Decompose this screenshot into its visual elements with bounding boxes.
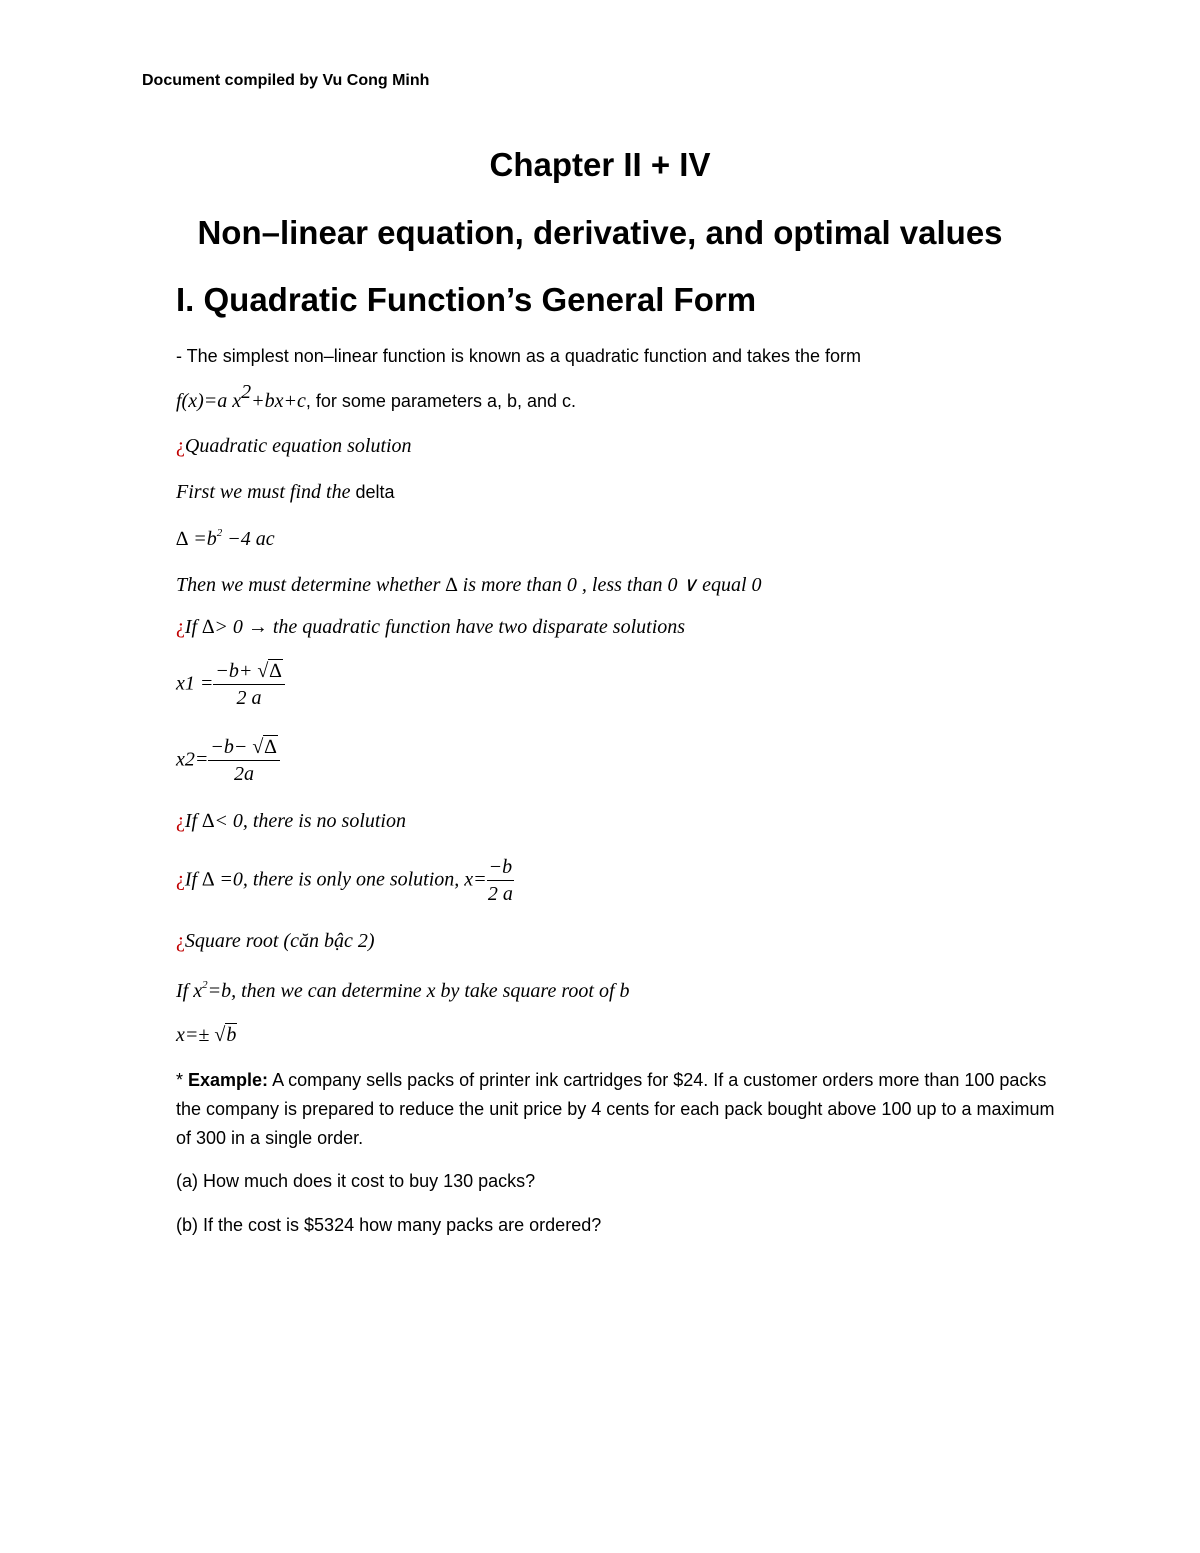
square-root-heading <box>176 930 374 953</box>
square-root-formula-lhs: x=± √ <box>176 1024 226 1046</box>
intro-text: - The simplest non–linear function is known as a quadratic function and takes the form <box>176 346 862 366</box>
general-form-tail: , for some parameters a, b, and c. <box>305 391 577 411</box>
general-form-line <box>176 381 577 413</box>
general-form-exponent: 2 <box>241 381 252 403</box>
single-solution-fraction <box>487 856 515 906</box>
x2-numerator-prefix: −b− √ <box>210 736 264 758</box>
square-root-rule-exponent: 2 <box>202 979 208 991</box>
bullet-glyph: ¿ <box>176 868 185 891</box>
x1-radicand: ∆ <box>269 660 282 682</box>
x1-denominator: 2 a <box>236 687 262 709</box>
x2-fraction <box>208 736 279 786</box>
x1-numerator-prefix: −b+ √ <box>215 660 269 682</box>
section-heading: I. Quadratic Function’s General Form <box>176 281 757 318</box>
single-solution-numerator: −b <box>487 856 515 881</box>
square-root-radicand: b <box>226 1024 237 1046</box>
find-delta-line <box>176 481 395 504</box>
case-delta-zero-text: If ∆ =0, there is only one solution, x= <box>184 868 487 891</box>
x2-numerator <box>208 736 279 761</box>
general-form-rhs: +bx+c <box>251 390 306 412</box>
example-label: Example: <box>188 1070 269 1090</box>
x1-numerator <box>213 660 284 685</box>
case-delta-positive <box>176 616 685 639</box>
case-delta-zero <box>176 856 514 906</box>
determine-text: Then we must determine whether ∆ is more than 0 , less than 0 ∨ equal 0 <box>176 574 762 596</box>
find-delta-italic: First we must find the <box>176 481 351 503</box>
x2-denominator: 2a <box>233 763 254 785</box>
general-form-lhs: f(x)=a x <box>176 390 242 412</box>
bullet-glyph: ¿ <box>176 810 185 832</box>
question-b: (b) If the cost is $5324 how many packs are ordered? <box>176 1215 602 1235</box>
document-header: Document compiled by Vu Cong Minh <box>142 72 430 89</box>
case-delta-negative-text: If ∆< 0, there is no solution <box>184 810 406 832</box>
example-text: A company sells packs of printer ink cartridges for $24. If a customer orders more than 100 packs the company is prepared to reduce the unit price by 4 cents for each pack bought above 100 up to a maximum of 300 in a single order. <box>176 1070 1055 1148</box>
square-root-rule-post: =b, then we can determine x by take square root of b <box>207 980 630 1002</box>
square-root-rule-pre: If x <box>176 980 203 1002</box>
delta-formula-lhs: ∆ =b <box>176 528 217 550</box>
x1-formula <box>176 660 285 710</box>
quadratic-solution-heading <box>176 435 412 458</box>
question-a: (a) How much does it cost to buy 130 packs? <box>176 1171 536 1191</box>
delta-formula <box>176 528 275 551</box>
quadratic-solution-label: Quadratic equation solution <box>184 435 412 457</box>
case-delta-positive-text: If ∆> 0 → the quadratic function have two disparate solutions <box>184 616 686 638</box>
bullet-glyph: ¿ <box>176 435 185 457</box>
square-root-formula <box>176 1024 237 1047</box>
example-marker: * <box>176 1070 189 1090</box>
x1-lhs: x1 = <box>176 672 214 695</box>
bullet-glyph: ¿ <box>176 930 185 952</box>
x2-radicand: ∆ <box>264 736 277 758</box>
case-delta-negative <box>176 810 406 833</box>
chapter-title: Chapter II + IV <box>489 146 711 183</box>
x2-lhs: x2= <box>176 748 209 771</box>
bullet-glyph: ¿ <box>176 616 185 638</box>
chapter-subtitle: Non–linear equation, derivative, and optimal values <box>197 214 1003 251</box>
find-delta-plain: delta <box>350 482 395 502</box>
square-root-rule <box>176 980 630 1003</box>
x2-formula <box>176 736 280 786</box>
delta-formula-rhs: −4 ac <box>222 528 275 550</box>
single-solution-denominator: 2 a <box>487 883 513 905</box>
square-root-heading-text: Square root (căn bậc 2) <box>184 930 375 952</box>
x1-fraction <box>213 660 284 710</box>
delta-formula-exponent: 2 <box>216 527 223 539</box>
example-paragraph <box>176 1066 1056 1153</box>
